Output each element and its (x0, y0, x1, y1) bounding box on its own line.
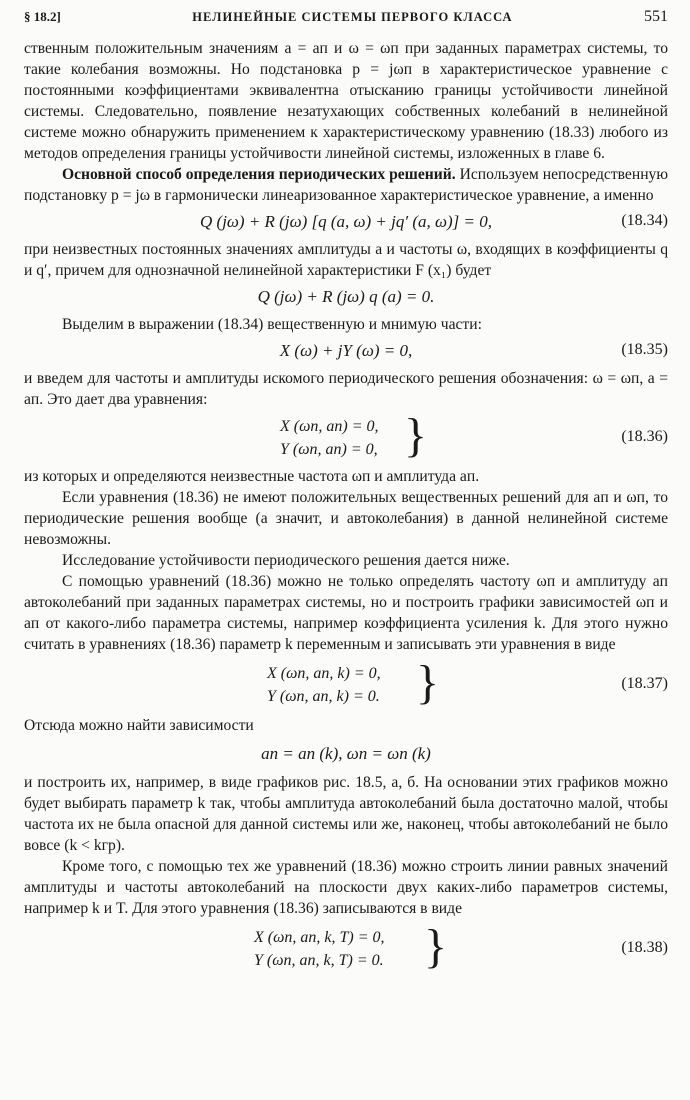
paragraph: и введем для частоты и амплитуды искомого периодического решения обозначения: ω = ωп, a = aп. Это дает два уравнения: (24, 370, 668, 408)
right-brace: } (416, 656, 440, 709)
running-header (24, 8, 668, 38)
equation-system-18-37 (24, 655, 668, 715)
paragraph: Если уравнения (18.36) не имеют положительных вещественных решений для aп и ωп, то периодические решения вообще (а значит, и автоколебания) в данной нелинейной системе невозможны. (24, 489, 668, 548)
equation-line: X (ωп, aп, k, T) = 0, (254, 929, 385, 946)
paragraph: С помощью уравнений (18.36) можно не только определять частоту ωп и амплитуду aп автоколебаний при заданных параметрах системы, но и построить графики зависимостей ωп и aп от какого-либо параметра системы, например коэффициента усиления k. Для этого нужно считать в уравнениях (18.36) параметр k переменным и записывать эти уравнения в виде (24, 573, 668, 653)
equation-18-34 (24, 206, 668, 239)
equation-system-18-38 (24, 919, 668, 979)
paragraph: ственным положительным значениям a = aп и ω = ωп при заданных параметрах системы, то такие колебания возможны. Но подстановка p = jωп в характеристическое уравнение с постоянными коэффициентами эквивалентна отысканию границы устойчивости линейной системы. Следовательно, появление незатухающих собственных колебаний в нелинейной системе можно обнаружить применением к характеристическому уравнению (18.33) любого из методов определения границы устойчивости линейной системы, изложенных в главе 6. (24, 40, 668, 162)
paragraph-text: Используем непосредственную подстановку p = jω в гармонически линеаризованное характеристическое уравнение, а именно (24, 166, 668, 204)
equation-number: (18.38) (621, 939, 668, 956)
equation-18-35 (24, 335, 668, 368)
equation-system-18-36 (24, 410, 668, 466)
page-number: 551 (644, 8, 668, 25)
equation-body: aп = aп (k), ωп = ωп (k) (261, 744, 431, 763)
paragraph: из которых и определяются неизвестные частота ωп и амплитуда aп. (24, 468, 480, 485)
right-brace: } (424, 920, 448, 973)
right-brace: } (404, 409, 428, 462)
equation-unnumbered (24, 736, 668, 772)
paragraph: Выделим в выражении (18.34) вещественную и мнимую части: (62, 316, 482, 333)
equation-number: (18.35) (621, 341, 668, 358)
paragraph (24, 164, 668, 206)
paragraph: Отсюда можно найти зависимости (24, 717, 254, 734)
equation-number: (18.37) (621, 675, 668, 692)
equation-number: (18.36) (621, 428, 668, 445)
equation-body: Q (jω) + R (jω) q (a) = 0. (257, 287, 435, 306)
equation-lines (280, 415, 379, 461)
equation-line: Y (ωп, aп) = 0, (280, 441, 378, 458)
paragraph: и построить их, например, в виде графиков рис. 18.5, а, б. На основании этих графиков можно будет выбирать параметр k так, чтобы амплитуда автоколебаний была достаточно малой, чтобы частота их не была опасной для данной системы или же, наконец, чтобы автоколебаний не было вовсе (k < kгр). (24, 774, 668, 854)
equation-body: Q (jω) + R (jω) [q (a, ω) + jq′ (a, ω)] = 0, (200, 212, 492, 231)
equation-line: X (ωп, aп, k) = 0, (267, 665, 381, 682)
equation-line: Y (ωп, aп, k) = 0. (267, 688, 380, 705)
equation-line: X (ωп, aп) = 0, (280, 418, 379, 435)
equation-line: Y (ωп, aп, k, T) = 0. (254, 952, 384, 969)
equation-body: X (ω) + jY (ω) = 0, (279, 341, 413, 360)
equation-unnumbered (24, 281, 668, 314)
equation-lines (267, 662, 381, 708)
equation-lines (254, 926, 385, 972)
paragraph: Кроме того, с помощью тех же уравнений (18.36) можно строить линии равных значений амплитуды и частоты автоколебаний на плоскости двух каких-либо параметров системы, например k и T. Для этого уравнения (18.36) записываются в виде (24, 858, 668, 917)
section-ref: § 18.2] (24, 9, 61, 24)
paragraph: Исследование устойчивости периодического решения дается ниже. (62, 552, 510, 569)
equation-number: (18.34) (621, 212, 668, 229)
section-heading: Основной способ определения периодических решений. (62, 166, 456, 183)
paragraph: при неизвестных постоянных значениях амплитуды a и частоты ω, входящих в коэффициенты q и q′, причем для однозначной нелинейной характеристики F (x₁) будет (24, 241, 668, 279)
chapter-title: НЕЛИНЕЙНЫЕ СИСТЕМЫ ПЕРВОГО КЛАССА (192, 10, 513, 24)
